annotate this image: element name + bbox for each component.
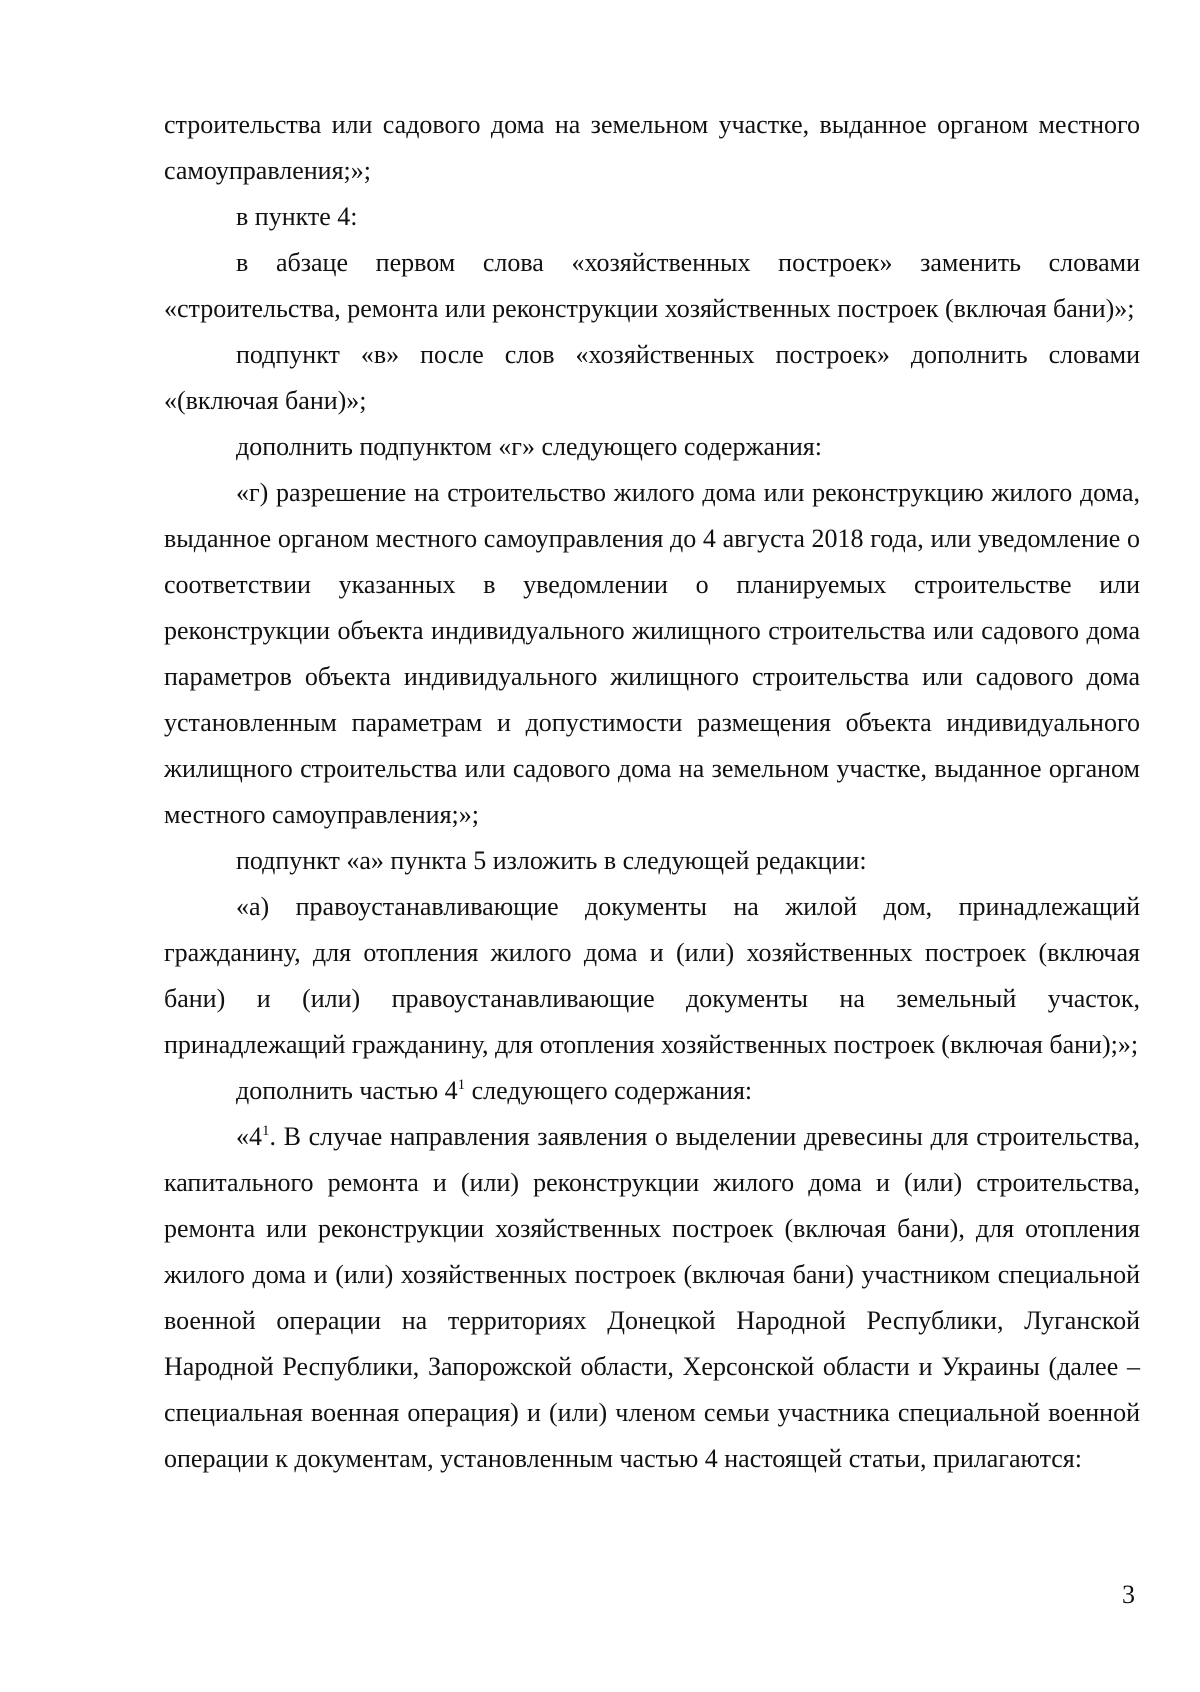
page-number: 3 [1122, 1580, 1135, 1609]
paragraph-subpoint-a-point-5: подпункт «а» пункта 5 изложить в следующей редакции: [236, 846, 867, 875]
document-body [164, 102, 1140, 1482]
paragraph-first-abzac-amendment: в абзаце первом слова «хозяйственных построек» заменить словами «строительства, ремонта или реконструкции хозяйственных построек (включая бани)»; [164, 248, 1140, 323]
part-addition-before: дополнить частью 4 [236, 1076, 458, 1105]
paragraph-subpoint-v-amendment: подпункт «в» после слов «хозяйственных построек» дополнить словами «(включая бани)»; [164, 340, 1140, 415]
paragraph-part-4-1-text [164, 1114, 1140, 1482]
paragraph-add-subpoint-g: дополнить подпунктом «г» следующего содержания: [236, 432, 822, 461]
part-text-before: «4 [236, 1122, 262, 1151]
part-text-after: . В случае направления заявления о выделении древесины для строительства, капитального ремонта и (или) реконструкции жилого дома и (или) строительства, ремонта или реконструкции хозяйственных построек (включая бани), для отопления жилого дома и (или) хозяйственных построек (включая бани) участником специальной военной операции на территориях Донецкой Народной Республики, Луганской Народной Республики, Запорожской области, Херсонской области и Украины (далее – специальная военная операция) и (или) членом семьи участника специальной военной операции к документам, установленным частью 4 настоящей статьи, прилагаются: [164, 1122, 1140, 1473]
part-addition-after: следующего содержания: [465, 1076, 753, 1105]
part-addition-superscript: 1 [457, 1077, 466, 1093]
paragraph-point-4: в пункте 4: [236, 202, 358, 231]
paragraph-continuation: строительства или садового дома на земельном участке, выданное органом местного самоуправления;»; [164, 110, 1140, 185]
paragraph-add-part-4-1 [164, 1068, 1140, 1114]
part-text-superscript: 1 [262, 1123, 270, 1139]
paragraph-subpoint-g-text: «г) разрешение на строительство жилого дома или реконструкцию жилого дома, выданное органом местного самоуправления до 4 августа 2018 года, или уведомление о соответствии указанных в уведомлении о планируемых строительстве или реконструкции объекта индивидуального жилищного строительства или садового дома параметров объекта индивидуального жилищного строительства или садового дома установленным параметрам и допустимости размещения объекта индивидуального жилищного строительства или садового дома на земельном участке, выданное органом местного самоуправления;»; [164, 478, 1140, 829]
paragraph-subpoint-a-text: «а) правоустанавливающие документы на жилой дом, принадлежащий гражданину, для отопления жилого дома и (или) хозяйственных построек (включая бани) и (или) правоустанавливающие документы на земельный участок, принадлежащий гражданину, для отопления хозяйственных построек (включая бани);»; [164, 892, 1140, 1059]
